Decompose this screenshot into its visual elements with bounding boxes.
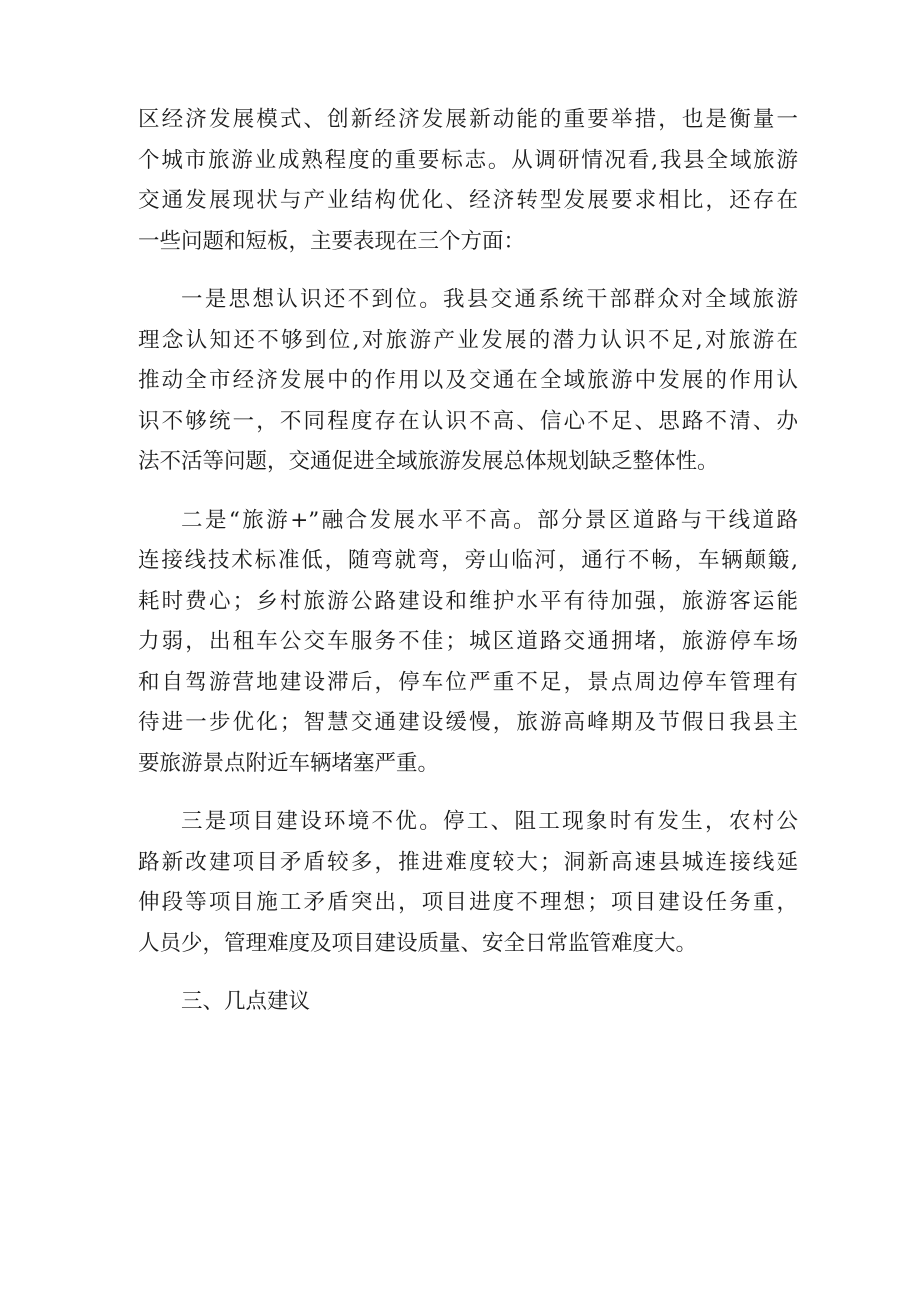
paragraph-project-environment (138, 802, 798, 964)
text-line: 要旅游景点附近车辆堵塞严重。 (138, 750, 440, 776)
text-line: 理念认知还不够到位,对旅游产业发展的潜力认识不足,对旅游在 (138, 327, 798, 353)
text-line: 人员少，管理难度及项目建设质量、安全日常监管难度大。 (138, 930, 698, 956)
text-line: 个城市旅游业成熟程度的重要标志。从调研情况看,我县全域旅游 (138, 147, 798, 173)
paragraph-tourism-plus (138, 501, 798, 785)
text-line: 识不够统一，不同程度存在认识不高、信心不足、思路不清、办 (138, 408, 798, 434)
text-line: 待进一步优化；智慧交通建设缓慢，旅游高峰期及节假日我县主 (138, 710, 798, 735)
text-line: 一些问题和短板，主要表现在三个方面： (138, 228, 526, 254)
text-line: 二是“旅游+”融合发展水平不高。部分景区道路与干线道路 (181, 507, 798, 533)
text-line: 力弱，出租车公交车服务不佳；城区道路交通拥堵，旅游停车场 (138, 629, 798, 654)
paragraph-ideology (138, 280, 798, 483)
section-heading: 三、几点建议 (181, 989, 311, 1014)
text-line: 和自驾游营地建设滞后，停车位严重不足，景点周边停车管理有 (138, 669, 798, 695)
text-line: 耗时费心；乡村旅游公路建设和维护水平有待加强，旅游客运能 (138, 588, 798, 614)
text-line: 一是思想认识还不到位。我县交通系统干部群众对全域旅游 (181, 287, 798, 312)
text-line: 推动全市经济发展中的作用以及交通在全域旅游中发展的作用认 (138, 368, 798, 393)
text-line: 连接线技术标准低，随弯就弯，旁山临河，通行不畅，车辆颠簸, (138, 548, 798, 573)
text-line: 区经济发展模式、创新经济发展新动能的重要举措，也是衡量一 (138, 107, 798, 132)
text-line: 路新改建项目矛盾较多，推进难度较大；洞新高速县城连接线延 (138, 849, 798, 875)
text-line: 交通发展现状与产业结构优化、经济转型发展要求相比，还存在 (138, 188, 798, 213)
text-line: 法不活等问题，交通促进全域旅游发展总体规划缺乏整体性。 (138, 449, 719, 474)
document-page (138, 100, 798, 1023)
paragraph-intro (138, 100, 798, 262)
text-line: 三是项目建设环境不优。停工、阻工现象时有发生，农村公 (181, 809, 798, 834)
text-line: 伸段等项目施工矛盾突出，项目进度不理想；项目建设任务重， (138, 890, 798, 915)
